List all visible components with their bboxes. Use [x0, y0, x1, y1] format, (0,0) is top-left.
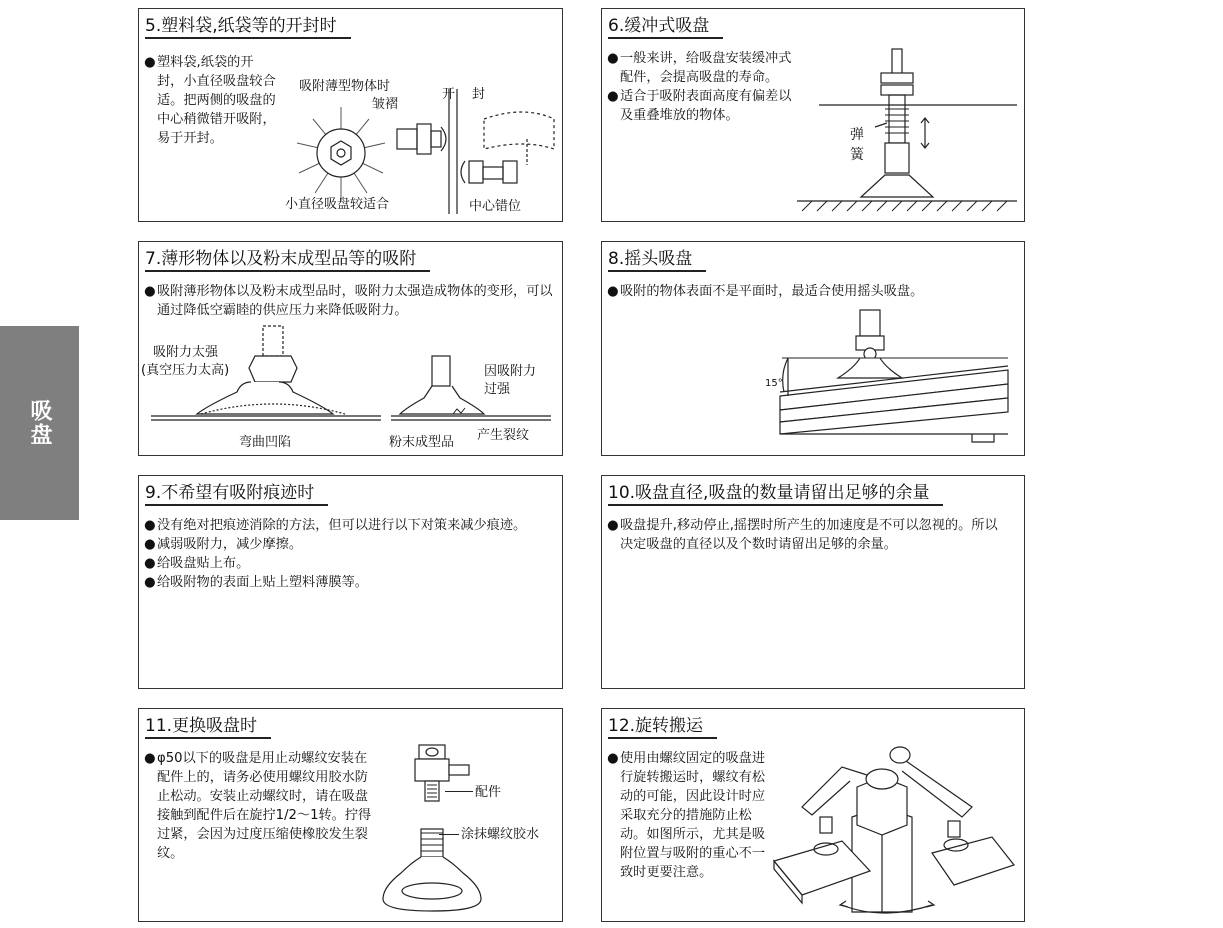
annotation: 产生裂纹 [477, 428, 530, 443]
annotation: 15° [765, 378, 783, 389]
panel-diameter-margin [601, 475, 1025, 689]
annotation: 弯曲凹陷 [239, 435, 292, 450]
panel-swivel-cup [601, 241, 1025, 456]
panel-replace-cup [138, 708, 563, 922]
panel-title: 10.吸盘直径,吸盘的数量请留出足够的余量 [608, 482, 943, 506]
annotation: (真空压力太高) [141, 363, 230, 378]
panel-thin-object [138, 241, 563, 456]
leader-line [439, 834, 459, 835]
panel-title: 8.摇头吸盘 [608, 248, 706, 272]
annotation: 簧 [850, 147, 864, 163]
rotary-transfer-illustration [772, 737, 1022, 917]
panel-bag-opening [138, 8, 563, 222]
bullet-item: ● 适合于吸附表面高度有偏差以及重叠堆放的物体。 [607, 89, 792, 123]
panel-title: 12.旋转搬运 [608, 715, 717, 739]
leader-line [445, 791, 473, 792]
annotation: 配件 [475, 785, 502, 800]
annotation: 开 [442, 87, 456, 102]
bullet-item: ● 一般来讲，给吸盘安装缓冲式配件，会提高吸盘的寿命。 [607, 51, 792, 85]
panel-title: 11.更换吸盘时 [145, 715, 271, 739]
annotation: 涂抹螺纹胶水 [461, 827, 540, 842]
buffer-cup-illustration [797, 43, 1017, 218]
annotation: 过强 [484, 382, 511, 397]
annotation: 小直径吸盘较适合 [285, 197, 390, 212]
annotation: 吸附力太强 [153, 345, 219, 360]
annotation: 弹 [850, 127, 864, 143]
side-category-tab [0, 326, 79, 520]
swivel-cup-illustration [772, 306, 1017, 446]
bullet-item: ● 吸附薄形物体以及粉末成型品时，吸附力太强造成物体的变形，可以通过降低空霸睦的供应压力来降低吸附力。 [144, 284, 553, 318]
panel-title: 5.塑料袋,纸袋等的开封时 [145, 15, 351, 39]
panel-title: 7.薄形物体以及粉末成型品等的吸附 [145, 248, 430, 272]
panel-no-marks [138, 475, 563, 689]
bullet-item: ● 吸附的物体表面不是平面时，最适合使用摇头吸盘。 [607, 284, 924, 299]
bullet-item: ● 没有绝对把痕迹消除的方法，但可以进行以下对策来减少痕迹。 [144, 518, 527, 533]
bullet-item: ● 减弱吸附力，减少摩擦。 [144, 537, 303, 552]
annotation: 粉末成型品 [389, 435, 455, 450]
panel-rotary-transfer [601, 708, 1025, 922]
bullet-item: ● 塑料袋,纸袋的开封，小直径吸盘较合适。把两侧的吸盘的中心稍微错开吸附，易于开封。 [144, 55, 276, 146]
annotation: 中心错位 [469, 199, 522, 214]
annotation: 皱褶 [372, 97, 399, 112]
panel-title: 6.缓冲式吸盘 [608, 15, 723, 39]
bullet-item: ● 使用由螺纹固定的吸盘进行旋转搬运时，螺纹有松动的可能，因此设计时应采取充分的措施防止松动。如图所示，尤其是吸附位置与吸附的重心不一致时更要注意。 [607, 751, 766, 880]
annotation: 吸附薄型物体时 [299, 79, 391, 94]
bullet-item: ● φ50以下的吸盘是用止动螺纹安装在配件上的，请务必使用螺纹用胶水防止松动。安装止动螺纹时，请在吸盘接触到配件后在旋拧1/2～1转。拧得过紧，会因为过度压缩使橡胶发生裂纹。 [144, 751, 372, 861]
annotation: 因吸附力 [484, 364, 537, 379]
panel-buffer-cup [601, 8, 1025, 222]
bullet-item: ● 给吸附物的表面上贴上塑料薄膜等。 [144, 575, 368, 590]
bullet-item: ● 吸盘提升,移动停止,摇摆时所产生的加速度是不可以忽视的。所以决定吸盘的直径以及个数时请留出足够的余量。 [607, 518, 998, 552]
annotation: 封 [472, 87, 486, 102]
bullet-item: ● 给吸盘贴上布。 [144, 556, 250, 571]
panel-title: 9.不希望有吸附痕迹时 [145, 482, 328, 506]
side-tab-label: 吸盘 [27, 399, 52, 447]
